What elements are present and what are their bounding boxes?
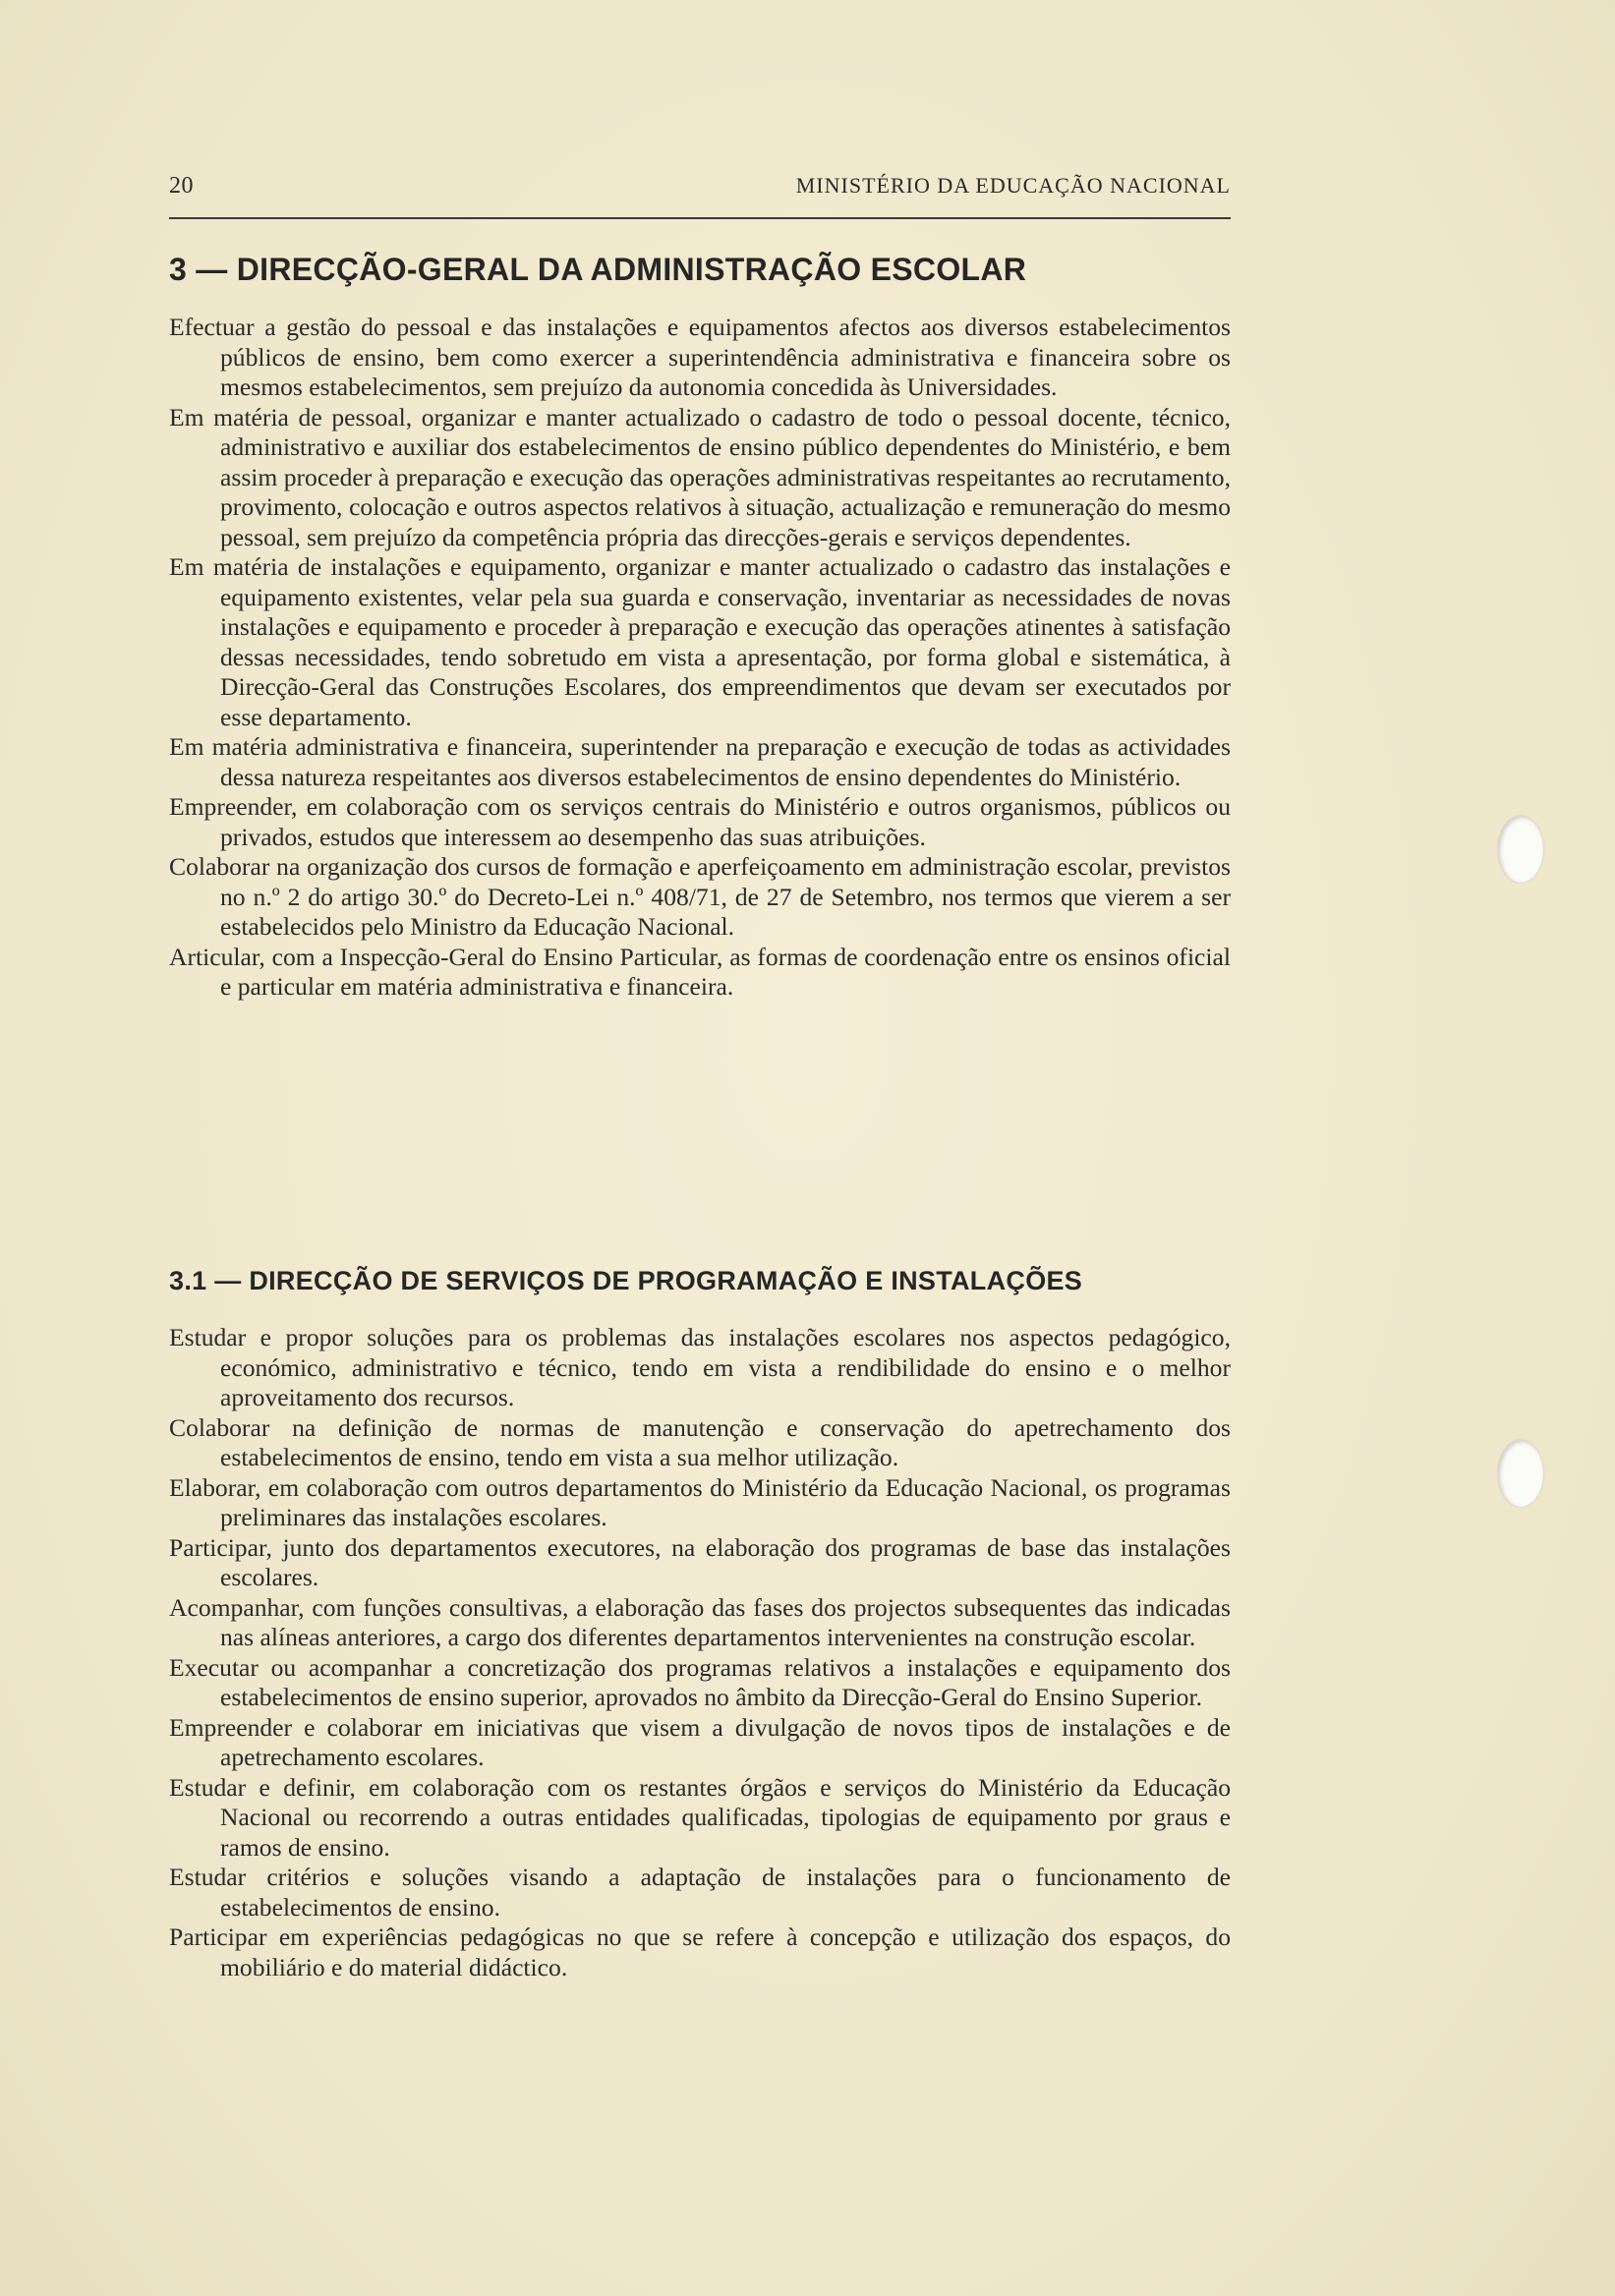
section-heading-3-1: 3.1 — DIRECÇÃO DE SERVIÇOS DE PROGRAMAÇÃO E INSTALAÇÕES	[169, 1266, 1083, 1295]
running-title: MINISTÉRIO DA EDUCAÇÃO NACIONAL	[795, 173, 1231, 198]
paragraph: Participar em experiências pedagógicas no que se refere à concepção e utilização dos espaços, do mobiliário e do material didáctico.	[169, 1923, 1231, 1981]
paragraph: Acompanhar, com funções consultivas, a elaboração das fases dos projectos subsequentes das indicadas nas alíneas anteriores, a cargo dos diferentes departamentos intervenientes na construção escolar.	[169, 1592, 1231, 1651]
paragraph: Empreender, em colaboração com os serviços centrais do Ministério e outros organismos, públicos ou privados, estudos que interessem ao desempenho das suas atribuições.	[169, 792, 1231, 851]
section-heading-3: 3 — DIRECÇÃO-GERAL DA ADMINISTRAÇÃO ESCOLAR	[169, 252, 1027, 287]
punch-hole	[1498, 1440, 1543, 1507]
running-header	[169, 173, 1231, 200]
header-rule	[169, 217, 1231, 219]
paragraph: Articular, com a Inspecção-Geral do Ensino Particular, as formas de coordenação entre os ensinos oficial e particular em matéria administrativa e financeira.	[169, 942, 1231, 1001]
paragraph: Em matéria de instalações e equipamento, organizar e manter actualizado o cadastro das instalações e equipamento existentes, velar pela sua guarda e conservação, inventariar as necessidades de novas instalações e equipamento e proceder à preparação e execução das operações atinentes à satisfação dessas necessidades, tendo sobretudo em vista a apresentação, por forma global e sistemática, à Direcção-Geral das Construções Escolares, dos empreendimentos que devam ser executados por esse departamento.	[169, 552, 1231, 731]
punch-hole	[1498, 816, 1543, 883]
paragraph: Estudar critérios e soluções visando a adaptação de instalações para o funcionamento de estabelecimentos de ensino.	[169, 1863, 1231, 1922]
paragraph: Estudar e propor soluções para os problemas das instalações escolares nos aspectos pedagógico, económico, administrativo e técnico, tendo em vista a rendibilidade do ensino e o melhor aproveitamento dos recursos.	[169, 1323, 1231, 1411]
paragraph: Em matéria de pessoal, organizar e manter actualizado o cadastro de todo o pessoal docente, técnico, administrativo e auxiliar dos estabelecimentos de ensino público dependentes do Ministério, e bem assim proceder à preparação e execução das operações administrativas respeitantes ao recrutamento, provimento, colocação e outros aspectos relativos à situação, actualização e remuneração do mesmo pessoal, sem prejuízo da competência própria das direcções-gerais e serviços dependentes.	[169, 402, 1231, 551]
paragraph: Estudar e definir, em colaboração com os restantes órgãos e serviços do Ministério da Educação Nacional ou recorrendo a outras entidades qualificadas, tipologias de equipamento por graus e ramos de ensino.	[169, 1772, 1231, 1862]
paragraph: Em matéria administrativa e financeira, superintender na preparação e execução de todas as actividades dessa natureza respeitantes aos diversos estabelecimentos de ensino dependentes do Ministério.	[169, 732, 1231, 791]
paragraph: Colaborar na organização dos cursos de formação e aperfeiçoamento em administração escolar, previstos no n.º 2 do artigo 30.º do Decreto-Lei n.º 408/71, de 27 de Setembro, nos termos que vierem a ser estabelecidos pelo Ministro da Educação Nacional.	[169, 852, 1231, 941]
page-number: 20	[169, 173, 194, 199]
paragraph: Colaborar na definição de normas de manutenção e conservação do apetrechamento dos estabelecimentos de ensino, tendo em vista a sua melhor utilização.	[169, 1412, 1231, 1471]
paragraph: Empreender e colaborar em iniciativas que visem a divulgação de novos tipos de instalações e de apetrechamento escolares.	[169, 1712, 1231, 1771]
section-3-body	[169, 313, 1231, 1003]
paragraph: Efectuar a gestão do pessoal e das instalações e equipamentos afectos aos diversos estabelecimentos públicos de ensino, bem como exercer a superintendência administrativa e financeira sobre os mesmos estabelecimentos, sem prejuízo da autonomia concedida às Universidades.	[169, 313, 1231, 401]
section-3-1-body	[169, 1323, 1231, 1982]
paragraph: Elaborar, em colaboração com outros departamentos do Ministério da Educação Nacional, os programas preliminares das instalações escolares.	[169, 1472, 1231, 1531]
paragraph: Participar, junto dos departamentos executores, na elaboração dos programas de base das instalações escolares.	[169, 1532, 1231, 1591]
paragraph: Executar ou acompanhar a concretização dos programas relativos a instalações e equipamento dos estabelecimentos de ensino superior, aprovados no âmbito da Direcção-Geral do Ensino Superior.	[169, 1652, 1231, 1711]
